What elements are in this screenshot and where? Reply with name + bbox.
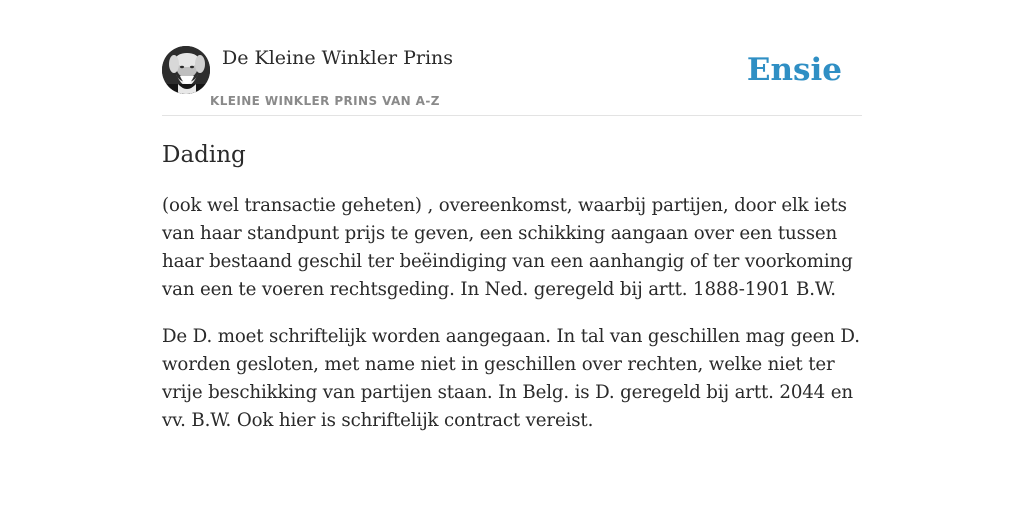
entry-paragraph: De D. moet schriftelijk worden aangegaan. In tal van geschillen mag geen D. worden gesloten, met name niet in geschillen over rechten, welke niet ter vrije beschikking van partijen staan. In Belg. is D. geregeld bij artt. 2044 en vv. B.W. Ook hier is schriftelijk contract vereist. xyxy=(162,326,860,431)
page xyxy=(162,0,862,431)
source-title[interactable]: De Kleine Winkler Prins xyxy=(222,47,454,69)
entry-paragraph: (ook wel transactie geheten) , overeenkomst, waarbij partijen, door elk iets van haar standpunt prijs te geven, een schikking aangaan over een tussen haar bestaand geschil ter beëindiging van een aanhangig of ter voorkoming van een te voeren rechtsgeding. In Ned. geregeld bij artt. 1888-1901 B.W. xyxy=(162,195,853,300)
header xyxy=(162,0,862,116)
entry-body xyxy=(162,192,862,454)
author-portrait-icon[interactable] xyxy=(162,46,210,94)
ensie-logo[interactable]: Ensie xyxy=(746,52,842,88)
source-subtitle: KLEINE WINKLER PRINS VAN A-Z xyxy=(210,94,440,108)
entry-title: Dading xyxy=(162,142,246,168)
